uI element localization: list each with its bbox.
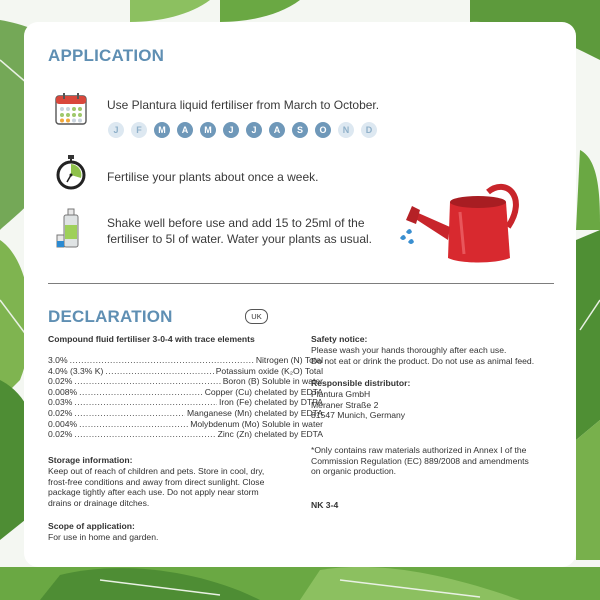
nutrient-row <box>48 366 323 377</box>
application-heading: APPLICATION <box>48 46 165 65</box>
storage-line: package tightly after each use. Do not apply near storm <box>48 487 259 498</box>
safety-line: Please wash your hands thoroughly after each use. <box>311 345 507 355</box>
nutrient-label: Potassium oxide (K₂O) Total <box>215 365 323 376</box>
storage-title: Storage information: <box>48 455 133 465</box>
leader-dots <box>74 397 217 408</box>
nutrient-row <box>48 419 323 430</box>
storage-line: drains or drainage ditches. <box>48 497 150 508</box>
nutrient-label: Nitrogen (N) Total <box>255 355 323 365</box>
nutrient-percentage: 0.03% <box>48 397 73 408</box>
scope-title: Scope of application: <box>48 521 135 531</box>
month-indicator: S <box>292 122 308 138</box>
storage-line: frost-free conditions and away from direct sunlight. Close <box>48 476 265 487</box>
nutrient-label: Zinc (Zn) chelated by EDTA <box>217 429 323 440</box>
leader-dots <box>79 387 203 398</box>
section-divider <box>48 283 554 284</box>
month-indicator: F <box>131 122 147 138</box>
distributor-text <box>311 389 405 421</box>
month-indicator: J <box>246 122 262 138</box>
nutrient-percentage: 0.004% <box>48 418 78 429</box>
storage-line: Keep out of reach of children and pets. Store in cool, dry, <box>48 466 265 476</box>
footnote-line: *Only contains raw materials authorized in Annex I of the <box>311 445 527 455</box>
safety-line: Do not eat or drink the product. Do not use as animal feed. <box>311 355 535 366</box>
leader-dots <box>105 366 213 377</box>
watering-can-icon <box>396 172 526 267</box>
nutrient-row <box>48 387 323 398</box>
stopwatch-icon <box>54 154 88 190</box>
storage-text <box>48 466 264 508</box>
dosage-line-2: fertiliser to 5l of water. Water your plants as usual. <box>107 232 373 246</box>
month-indicator: D <box>361 122 377 138</box>
nutrient-percentage: 0.02% <box>48 376 73 387</box>
nutrient-percentage: 4.0% (3.3% K) <box>48 365 104 376</box>
nutrient-percentage: 0.008% <box>48 386 78 397</box>
safety-title: Safety notice: <box>311 334 368 344</box>
organic-footnote <box>311 445 529 477</box>
nutrient-row <box>48 408 323 419</box>
month-indicator: M <box>154 122 170 138</box>
month-indicator: N <box>338 122 354 138</box>
distributor-title: Responsible distributor: <box>311 378 411 388</box>
footnote-line: on organic production. <box>311 466 397 477</box>
calendar-text: Use Plantura liquid fertiliser from March to October. <box>107 98 380 112</box>
footnote-line: Commission Regulation (EC) 889/2008 and amendments <box>311 455 529 466</box>
declaration-heading: DECLARATION <box>48 307 173 326</box>
scope-text: For use in home and garden. <box>48 532 159 542</box>
distributor-line: Meraner Straße 2 <box>311 399 379 410</box>
dosage-line-1: Shake well before use and add 15 to 25ml of the <box>107 216 365 230</box>
month-indicator: J <box>108 122 124 138</box>
frequency-text: Fertilise your plants about once a week. <box>107 170 319 184</box>
distributor-line: Plantura GmbH <box>311 389 371 399</box>
nk-code: NK 3-4 <box>311 500 339 510</box>
safety-text <box>311 345 534 366</box>
info-card <box>24 22 576 567</box>
leader-dots <box>74 429 215 440</box>
nutrient-label: Copper (Cu) chelated by EDTA <box>204 386 323 397</box>
month-indicator: A <box>177 122 193 138</box>
calendar-icon <box>54 92 88 126</box>
leader-dots <box>74 376 220 387</box>
nutrient-label: Molybdenum (Mo) Soluble in water <box>190 418 323 429</box>
nutrient-row <box>48 376 323 387</box>
leader-dots <box>70 355 254 366</box>
leader-dots <box>79 419 188 430</box>
nutrient-percentage: 3.0% <box>48 355 68 365</box>
month-indicator: O <box>315 122 331 138</box>
nutrient-row <box>48 429 323 440</box>
nutrient-percentage: 0.02% <box>48 407 73 418</box>
month-indicator: M <box>200 122 216 138</box>
nutrient-row <box>48 355 323 366</box>
month-indicator: A <box>269 122 285 138</box>
nutrient-label: Iron (Fe) chelated by DTPA <box>219 397 323 408</box>
nutrient-label: Manganese (Mn) chelated by EDTA <box>187 407 323 418</box>
distributor-line: 81547 Munich, Germany <box>311 410 406 421</box>
declaration-subtitle: Compound fluid fertiliser 3-0-4 with trace elements <box>48 334 255 344</box>
nutrient-row <box>48 397 323 408</box>
nutrient-label: Boron (B) Soluble in water <box>222 376 323 387</box>
nutrient-percentage: 0.02% <box>48 429 73 440</box>
month-indicators <box>108 122 377 138</box>
nutrient-list <box>48 355 323 440</box>
leader-dots <box>74 408 185 419</box>
month-indicator: J <box>223 122 239 138</box>
bottle-icon <box>54 207 88 249</box>
uk-badge: UK <box>245 309 268 324</box>
